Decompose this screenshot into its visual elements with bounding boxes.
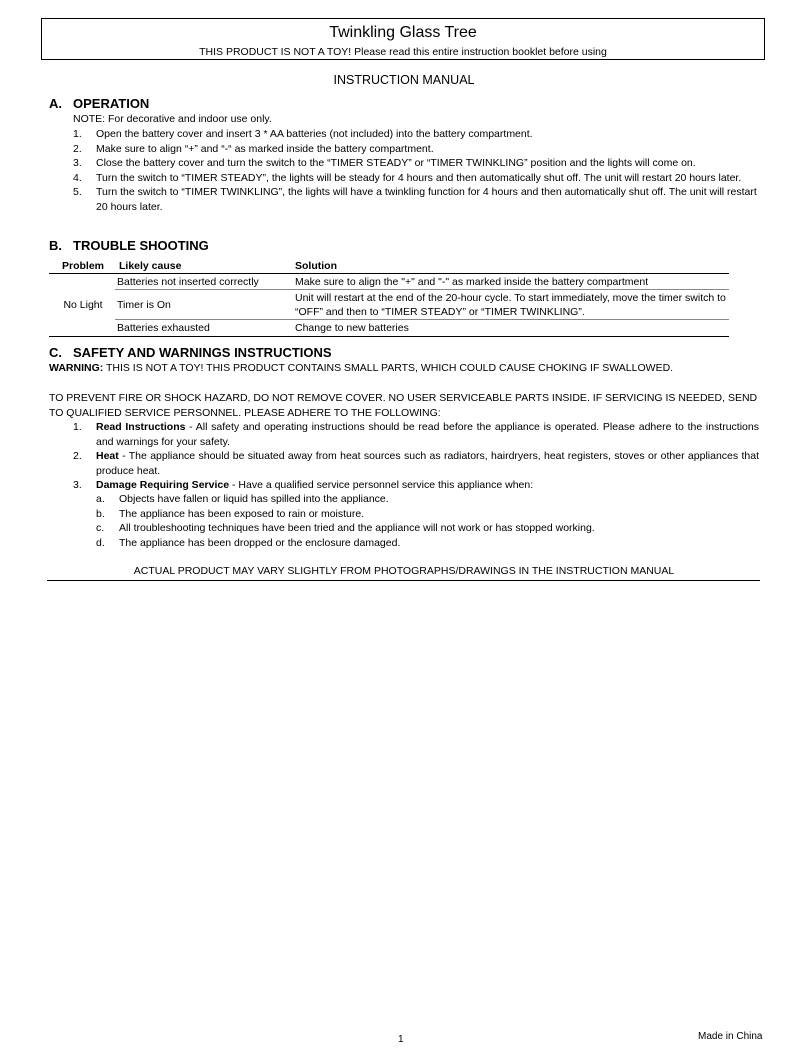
- divider: [47, 580, 760, 581]
- list-item: a. Objects have fallen or liquid has spilled into the appliance.: [96, 493, 389, 505]
- list-item: 3. Damage Requiring Service - Have a qualified service personnel service this appliance when:: [73, 479, 534, 492]
- fire-hazard-paragraph: TO PREVENT FIRE OR SHOCK HAZARD, DO NOT REMOVE COVER. NO USER SERVICEABLE PARTS INSIDE. IF SERVICING IS NEEDED, SEND TO QUALIFIED SERVICE PERSONNEL. PLEASE ADHERE TO THE FOLLOWING:: [49, 392, 758, 419]
- list-item: 5. Turn the switch to “TIMER TWINKLING”, the lights will have a twinkling function for 4 hours and then automatically shut off. The unit will restart 20 hours later.: [73, 186, 757, 213]
- section-heading-troubleshooting: [49, 238, 209, 253]
- table-row: [49, 274, 729, 290]
- problem-cell: No Light: [49, 274, 115, 337]
- document-title: Twinkling Glass Tree: [329, 24, 477, 41]
- warning-label: WARNING:: [49, 362, 104, 374]
- cause-cell: Batteries exhausted: [115, 320, 293, 337]
- section-title: SAFETY AND WARNINGS INSTRUCTIONS: [73, 345, 332, 360]
- list-item: 3. Close the battery cover and turn the switch to the “TIMER STEADY” or “TIMER TWINKLING” position and the lights will come on.: [73, 157, 696, 170]
- list-item: 1. Open the battery cover and insert 3 * AA batteries (not included) into the battery compartment.: [73, 128, 533, 140]
- title-box: [41, 18, 765, 60]
- operation-note: NOTE: For decorative and indoor use only.: [73, 113, 272, 125]
- troubleshooting-table: [49, 259, 729, 337]
- safety-items: [73, 420, 759, 493]
- list-item: 1. Read Instructions - All safety and operating instructions should be read before the appliance is operated. Please adhere to the instructions and warnings for your safety.: [73, 421, 759, 448]
- table-header-row: [49, 259, 729, 274]
- list-item: 2. Heat - The appliance should be situated away from heat sources such as radiators, hairdryers, heat registers, stoves or other appliances that produce heat.: [73, 450, 759, 477]
- section-heading-operation: [49, 96, 149, 111]
- section-letter: B.: [49, 238, 62, 253]
- made-in-label: Made in China: [698, 1031, 763, 1042]
- table-row: [49, 290, 729, 320]
- section-title: TROUBLE SHOOTING: [73, 238, 209, 253]
- list-item: 2. Make sure to align “+” and “-“ as marked inside the battery compartment.: [73, 142, 434, 155]
- list-item: c. All troubleshooting techniques have been tried and the appliance will not work or has stopped working.: [96, 522, 595, 535]
- cause-cell: Timer is On: [115, 290, 293, 320]
- page-number: 1: [398, 1034, 404, 1045]
- list-item: b. The appliance has been exposed to rain or moisture.: [96, 507, 365, 520]
- column-header: Solution: [293, 259, 729, 274]
- product-variation-notice: ACTUAL PRODUCT MAY VARY SLIGHTLY FROM PHOTOGRAPHS/DRAWINGS IN THE INSTRUCTION MANUAL: [133, 565, 675, 577]
- solution-cell: Unit will restart at the end of the 20-hour cycle. To start immediately, move the timer switch to “OFF” and then to “TIMER STEADY” or “TIMER TWINKLING”.: [293, 290, 729, 320]
- manual-heading: INSTRUCTION MANUAL: [333, 73, 475, 87]
- list-item: d. The appliance has been dropped or the enclosure damaged.: [96, 536, 401, 549]
- operation-steps: [73, 127, 759, 215]
- column-header: Likely cause: [115, 259, 293, 274]
- table-row: [49, 320, 729, 337]
- safety-subitems: [96, 492, 756, 550]
- section-letter: C.: [49, 345, 62, 360]
- warning-paragraph: [49, 361, 761, 375]
- column-header: Problem: [49, 259, 115, 274]
- document-subtitle: THIS PRODUCT IS NOT A TOY! Please read this entire instruction booklet before using: [199, 46, 607, 58]
- section-letter: A.: [49, 96, 62, 111]
- warning-text: THIS IS NOT A TOY! THIS PRODUCT CONTAINS SMALL PARTS, WHICH COULD CAUSE CHOKING IF SWALLOWED.: [103, 362, 674, 374]
- solution-cell: Make sure to align the "+" and "-" as marked inside the battery compartment: [293, 274, 729, 290]
- list-item: 4. Turn the switch to “TIMER STEADY”, the lights will be steady for 4 hours and then automatically shut off. The unit will restart 20 hours later.: [73, 171, 742, 184]
- section-title: OPERATION: [73, 96, 150, 111]
- cause-cell: Batteries not inserted correctly: [115, 274, 293, 290]
- section-heading-safety: [49, 345, 332, 360]
- solution-cell: Change to new batteries: [293, 320, 729, 337]
